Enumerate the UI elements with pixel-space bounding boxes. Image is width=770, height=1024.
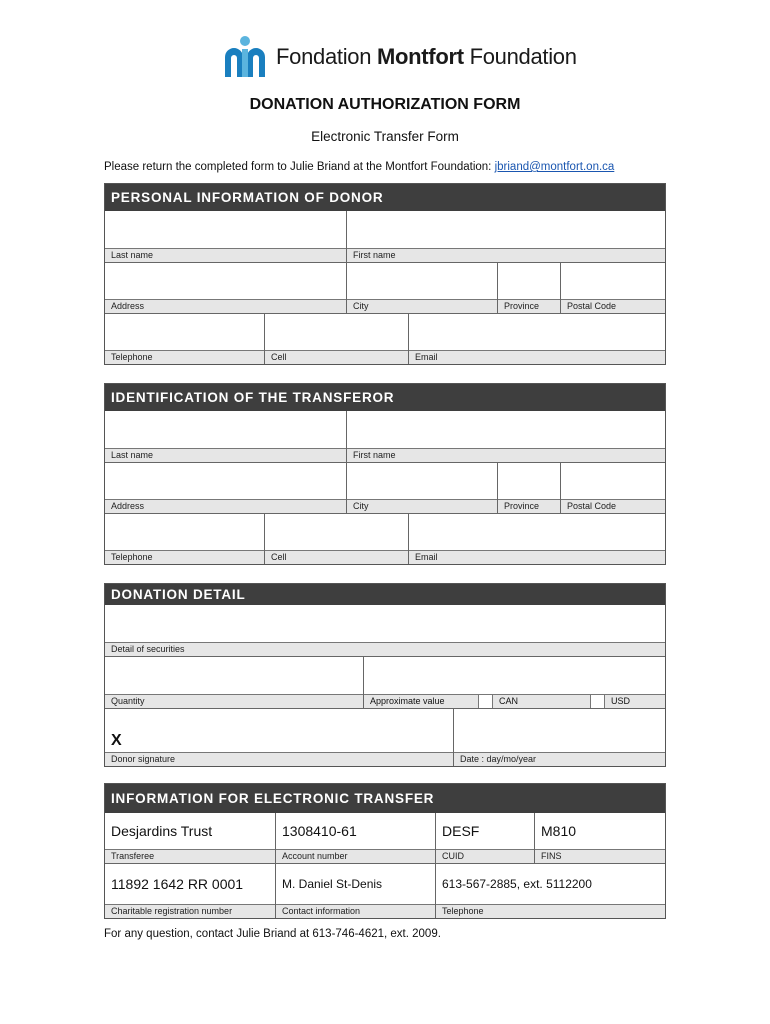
donor-province-field[interactable]: [498, 263, 560, 299]
field-label: Detail of securities: [105, 642, 665, 656]
transferor-email-field[interactable]: [409, 514, 665, 550]
transfer-section: [104, 783, 666, 919]
form-title: DONATION AUTHORIZATION FORM: [249, 96, 521, 113]
field-label: Telephone: [105, 550, 264, 564]
transferee-value: Desjardins Trust: [111, 823, 213, 839]
foundation-logo: [222, 34, 577, 80]
transferor-province-field[interactable]: [498, 463, 560, 499]
field-label: Address: [105, 499, 346, 513]
donor-last-name-field[interactable]: [105, 211, 346, 248]
form-subtitle: Electronic Transfer Form: [311, 129, 459, 144]
field-label: Province: [498, 499, 560, 513]
logo-wordmark: Fondation Montfort Foundation: [276, 44, 577, 69]
telephone-value: 613-567-2885, ext. 5112200: [442, 877, 592, 891]
field-label: First name: [347, 448, 665, 462]
currency-label-can: CAN: [499, 696, 519, 706]
field-label: Quantity: [105, 694, 363, 708]
approximate-value-field[interactable]: [364, 657, 665, 694]
field-label: Last name: [105, 248, 346, 262]
account-number-value: 1308410-61: [282, 823, 357, 839]
donor-telephone-field[interactable]: [105, 314, 264, 350]
usd-checkbox[interactable]: [590, 695, 605, 708]
donation-heading: DONATION DETAIL: [105, 584, 665, 605]
contact-value: M. Daniel St-Denis: [282, 877, 383, 891]
quantity-field[interactable]: [105, 657, 363, 694]
field-label: Last name: [105, 448, 346, 462]
transferor-telephone-field[interactable]: [105, 514, 264, 550]
donation-section: [104, 583, 666, 767]
donor-heading: PERSONAL INFORMATION OF DONOR: [105, 184, 665, 211]
field-label: Contact information: [276, 904, 435, 918]
field-label: Telephone: [436, 904, 665, 918]
field-label: Postal Code: [561, 299, 665, 313]
transferor-address-field[interactable]: [105, 463, 346, 499]
donor-signature-field[interactable]: X: [111, 732, 122, 749]
fins-value: M810: [541, 823, 577, 839]
field-label: Email: [409, 550, 665, 564]
field-label: Cell: [265, 350, 408, 364]
field-label: Donor signature: [105, 752, 453, 766]
can-checkbox[interactable]: [478, 695, 493, 708]
field-label: Account number: [276, 849, 435, 863]
donor-postal-code-field[interactable]: [561, 263, 665, 299]
field-label: Approximate value: [370, 696, 445, 706]
donor-email-field[interactable]: [409, 314, 665, 350]
transferor-first-name-field[interactable]: [347, 411, 665, 448]
field-label: Postal Code: [561, 499, 665, 513]
field-label: Address: [105, 299, 346, 313]
transferor-postal-code-field[interactable]: [561, 463, 665, 499]
field-label: CUID: [436, 849, 534, 863]
field-label: FINS: [535, 849, 665, 863]
donor-city-field[interactable]: [347, 263, 497, 299]
donor-first-name-field[interactable]: [347, 211, 665, 248]
charitable-number-value: 11892 1642 RR 0001: [111, 876, 244, 892]
return-instruction: Please return the completed form to Julie Briand at the Montfort Foundation: jbriand@montfort.on.ca: [104, 161, 615, 173]
field-label: Province: [498, 299, 560, 313]
securities-detail-field[interactable]: [105, 605, 665, 642]
field-label: City: [347, 299, 497, 313]
field-label: Date : day/mo/year: [454, 752, 665, 766]
date-field[interactable]: [454, 709, 665, 752]
donor-section: [104, 183, 666, 365]
field-label: First name: [347, 248, 665, 262]
transferor-city-field[interactable]: [347, 463, 497, 499]
field-label: Transferee: [105, 849, 275, 863]
field-label: Telephone: [105, 350, 264, 364]
field-label: Email: [409, 350, 665, 364]
email-link[interactable]: jbriand@montfort.on.ca: [494, 161, 615, 173]
montfort-logo-icon: [222, 35, 268, 79]
contact-footer: For any question, contact Julie Briand at 613-746-4621, ext. 2009.: [104, 928, 441, 940]
field-label: Charitable registration number: [105, 904, 275, 918]
transfer-heading: INFORMATION FOR ELECTRONIC TRANSFER: [105, 784, 665, 813]
transferor-section: [104, 383, 666, 565]
transferor-last-name-field[interactable]: [105, 411, 346, 448]
field-label: City: [347, 499, 497, 513]
currency-label-usd: USD: [611, 696, 631, 706]
cuid-value: DESF: [442, 823, 480, 839]
donor-address-field[interactable]: [105, 263, 346, 299]
donor-cell-field[interactable]: [265, 314, 408, 350]
field-label: Cell: [265, 550, 408, 564]
transferor-heading: IDENTIFICATION OF THE TRANSFEROR: [105, 384, 665, 411]
transferor-cell-field[interactable]: [265, 514, 408, 550]
